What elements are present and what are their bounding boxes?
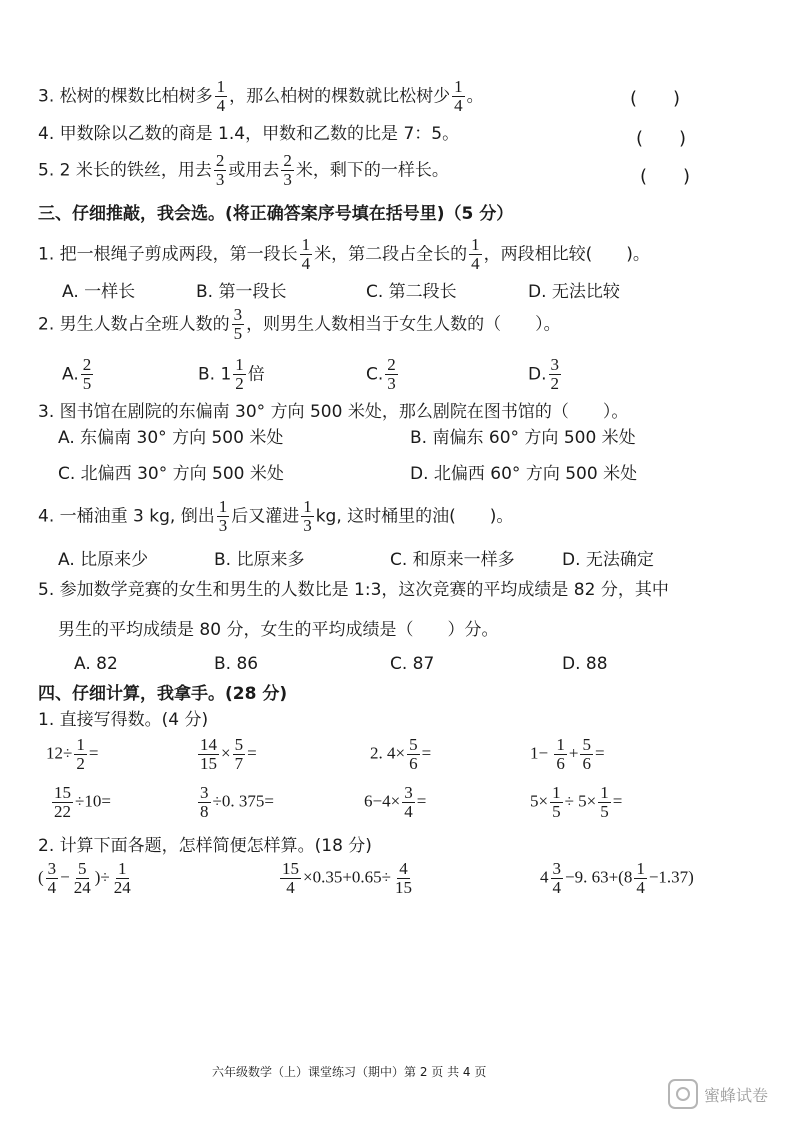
choice-q1: [38, 236, 650, 273]
expr-text: ÷10=: [75, 791, 111, 811]
numerator: 3: [233, 305, 243, 324]
choice-q3: 3. 图书馆在剧院的东偏南 30° 方向 500 米处，那么剧院在图书馆的（ ）。: [38, 402, 629, 422]
numerator: 1: [301, 235, 311, 254]
numerator: 1: [556, 735, 565, 754]
judge-q5: [38, 152, 449, 189]
calc-expr-3: [540, 860, 694, 897]
calc-item: [370, 736, 431, 773]
denominator: 5: [233, 323, 243, 343]
fraction: [550, 784, 563, 821]
expr-text: 2. 4×: [370, 743, 406, 763]
sub-title: 1. 直接写得数。(4 分): [38, 710, 209, 730]
option-d[interactable]: D. 88: [562, 654, 608, 674]
calc-expr-2: [278, 860, 416, 897]
expr-text: 5×: [530, 791, 549, 811]
fraction: [549, 356, 562, 393]
fraction: [598, 784, 611, 821]
numerator: 5: [409, 735, 418, 754]
option-suffix: 倍: [247, 364, 265, 385]
option-label: B. 1: [198, 364, 232, 385]
denominator: 6: [582, 753, 591, 773]
q-text: 后又灌进: [231, 506, 300, 527]
numerator: 3: [550, 355, 559, 374]
judge-q3: [38, 78, 484, 115]
numerator: 1: [76, 735, 85, 754]
denominator: 4: [301, 253, 311, 273]
option-d[interactable]: [528, 356, 563, 393]
q-text: 或用去: [228, 160, 280, 181]
fraction: [300, 236, 313, 273]
calc-item: [364, 784, 426, 821]
calc-item: [196, 784, 274, 821]
numerator: 1: [235, 355, 244, 374]
q-text: 1. 把一根绳子剪成两段，第一段长: [38, 244, 298, 265]
option-d[interactable]: D. 无法比较: [528, 282, 620, 302]
numerator: 2: [82, 355, 92, 374]
denominator: 7: [234, 753, 244, 773]
option-a[interactable]: A. 东偏南 30° 方向 500 米处: [58, 428, 284, 448]
fraction: [81, 356, 94, 393]
fraction: [112, 860, 133, 897]
option-a[interactable]: A. 一样长: [62, 282, 136, 302]
expr-text: =: [612, 791, 623, 811]
choice-q2: [38, 306, 561, 343]
fraction: [580, 736, 593, 773]
option-c[interactable]: C. 北偏西 30° 方向 500 米处: [58, 464, 284, 484]
option-b[interactable]: B. 比原来多: [214, 550, 305, 570]
q-text: 米，第二段占全长的: [314, 244, 468, 265]
numerator: 1: [471, 235, 480, 254]
expr-text: =: [421, 743, 432, 763]
numerator: 5: [78, 859, 87, 878]
option-c[interactable]: C. 第二段长: [366, 282, 457, 302]
fraction: [634, 860, 647, 897]
option-label: C.: [366, 364, 384, 385]
section-title: 四、仔细计算，我拿手。(28 分): [38, 684, 288, 704]
denominator: 22: [54, 801, 71, 821]
fraction: [232, 306, 245, 343]
calc-expr-1: [38, 860, 135, 897]
option-c[interactable]: C. 和原来一样多: [390, 550, 515, 570]
sub-title: 2. 计算下面各题，怎样简便怎样算。(18 分): [38, 836, 372, 856]
denominator: 4: [471, 253, 480, 273]
numerator: 1: [218, 497, 228, 516]
calc-item: [530, 784, 622, 821]
option-a[interactable]: [62, 356, 95, 393]
expr-text: 12÷: [46, 743, 73, 763]
denominator: 24: [73, 877, 91, 897]
fraction: [74, 736, 87, 773]
fraction: [72, 860, 93, 897]
expr-text: ×0.35+0.65÷: [303, 867, 392, 887]
expr-text: =: [594, 743, 605, 763]
operator: ×: [221, 743, 231, 763]
q-text: ，那么柏树的棵数就比松树少: [229, 86, 451, 107]
numerator: 3: [404, 783, 413, 802]
option-c[interactable]: C. 87: [390, 654, 435, 674]
q-text: 米，剩下的一样长。: [295, 160, 449, 181]
q-text: 4. 一桶油重 3 kg, 倒出: [38, 506, 215, 527]
fraction: [217, 498, 230, 535]
fraction: [469, 236, 482, 273]
q-text: kg, 这时桶里的油( )。: [315, 506, 514, 527]
numerator: 15: [282, 859, 299, 878]
answer-paren[interactable]: ( ): [640, 166, 691, 187]
denominator: 5: [552, 801, 561, 821]
expr-text: −1.37): [648, 867, 694, 887]
expr-text: 1−: [530, 743, 549, 763]
denominator: 3: [215, 169, 225, 189]
numerator: 5: [582, 735, 591, 754]
denominator: 4: [216, 95, 226, 115]
expr-text: 4: [540, 867, 549, 887]
expr-text: =: [416, 791, 427, 811]
numerator: 1: [552, 783, 561, 802]
search-icon: [668, 1079, 698, 1109]
option-c[interactable]: [366, 356, 400, 393]
numerator: 1: [600, 783, 609, 802]
numerator: 1: [454, 77, 463, 96]
denominator: 4: [636, 877, 645, 897]
numerator: 3: [552, 859, 561, 878]
fraction: [214, 152, 227, 189]
fraction: [46, 860, 59, 897]
answer-paren[interactable]: ( ): [636, 128, 687, 149]
expr-text: ÷0. 375=: [212, 791, 274, 811]
fraction: [280, 860, 301, 897]
option-b[interactable]: B. 86: [214, 654, 259, 674]
page-footer: 六年级数学（上）课堂练习（期中）第 2 页 共 4 页: [212, 1065, 487, 1079]
expr-text: (: [38, 867, 44, 887]
denominator: 3: [387, 373, 396, 393]
fraction: [281, 152, 294, 189]
expr-text: )÷: [94, 867, 110, 887]
denominator: 8: [200, 801, 209, 821]
numerator: 5: [234, 735, 244, 754]
option-b[interactable]: [198, 356, 265, 393]
fraction: [551, 860, 564, 897]
fraction: [215, 78, 228, 115]
denominator: 6: [556, 753, 565, 773]
numerator: 1: [118, 859, 127, 878]
denominator: 4: [404, 801, 413, 821]
operator: −: [60, 867, 70, 887]
fraction: [385, 356, 398, 393]
expr-text: 6−4×: [364, 791, 401, 811]
option-a[interactable]: A. 82: [74, 654, 118, 674]
fraction: [301, 498, 314, 535]
section-title: 三、仔细推敲，我会选。(将正确答案序号填在括号里)（5 分）: [38, 204, 514, 224]
option-a[interactable]: A. 比原来少: [58, 550, 149, 570]
numerator: 2: [283, 151, 292, 170]
denominator: 4: [47, 877, 57, 897]
numerator: 1: [636, 859, 645, 878]
denominator: 6: [409, 753, 418, 773]
denominator: 24: [113, 877, 131, 897]
option-label: A.: [62, 364, 79, 385]
fraction: [554, 736, 567, 773]
operator: ÷ 5×: [564, 791, 597, 811]
numerator: 3: [47, 859, 57, 878]
fraction: [233, 356, 246, 393]
denominator: 4: [552, 877, 561, 897]
option-d[interactable]: D. 无法确定: [562, 550, 654, 570]
q-text: ，两段相比较( )。: [483, 244, 650, 265]
numerator: 1: [303, 497, 312, 516]
denominator: 3: [283, 169, 292, 189]
denominator: 2: [235, 373, 244, 393]
fraction: [407, 736, 420, 773]
watermark-text: 蜜蜂试卷: [703, 1085, 768, 1105]
q-text: 3. 松树的棵数比柏树多: [38, 86, 213, 107]
denominator: 3: [303, 515, 312, 535]
numerator: 3: [200, 783, 209, 802]
numerator: 4: [399, 859, 408, 878]
option-d[interactable]: D. 北偏西 60° 方向 500 米处: [410, 464, 638, 484]
fraction: [452, 78, 465, 115]
q-text: 2. 男生人数占全班人数的: [38, 314, 230, 335]
fraction: [393, 860, 414, 897]
numerator: 15: [54, 783, 71, 802]
fraction: [198, 736, 219, 773]
expr-text: =: [88, 743, 99, 763]
denominator: 2: [76, 753, 85, 773]
denominator: 4: [454, 95, 463, 115]
denominator: 4: [286, 877, 295, 897]
option-b[interactable]: B. 南偏东 60° 方向 500 米处: [410, 428, 636, 448]
expr-text: −9. 63+(8: [565, 867, 633, 887]
expr-text: =: [247, 743, 257, 763]
fraction: [198, 784, 211, 821]
denominator: 15: [395, 877, 413, 897]
numerator: 2: [215, 151, 225, 170]
answer-paren[interactable]: ( ): [630, 88, 681, 109]
fraction: [402, 784, 415, 821]
calc-item: [50, 784, 111, 821]
option-label: D.: [528, 364, 547, 385]
denominator: 3: [218, 515, 228, 535]
choice-q4: [38, 498, 513, 535]
choice-q5-line2: 男生的平均成绩是 80 分，女生的平均成绩是（ ）分。: [58, 620, 499, 640]
numerator: 14: [200, 735, 217, 754]
fraction: [233, 736, 246, 773]
fraction: [52, 784, 73, 821]
denominator: 5: [82, 373, 92, 393]
calc-item: [46, 736, 98, 773]
numerator: 2: [387, 355, 396, 374]
q-text: 5. 2 米长的铁丝，用去: [38, 160, 212, 181]
q-text: 。: [466, 86, 484, 107]
denominator: 2: [550, 373, 559, 393]
q-text: ，则男生人数相当于女生人数的（ ）。: [246, 314, 561, 335]
calc-item: [530, 736, 605, 773]
judge-q4: 4. 甲数除以乙数的商是 1.4，甲数和乙数的比是 7：5。: [38, 124, 460, 144]
numerator: 1: [216, 77, 226, 96]
watermark: [668, 1079, 768, 1109]
calc-item: [196, 736, 257, 773]
operator: +: [568, 743, 579, 763]
option-b[interactable]: B. 第一段长: [196, 282, 287, 302]
choice-q5-line1: 5. 参加数学竞赛的女生和男生的人数比是 1:3，这次竞赛的平均成绩是 82 分，其中: [38, 580, 669, 600]
denominator: 15: [200, 753, 217, 773]
denominator: 5: [600, 801, 609, 821]
